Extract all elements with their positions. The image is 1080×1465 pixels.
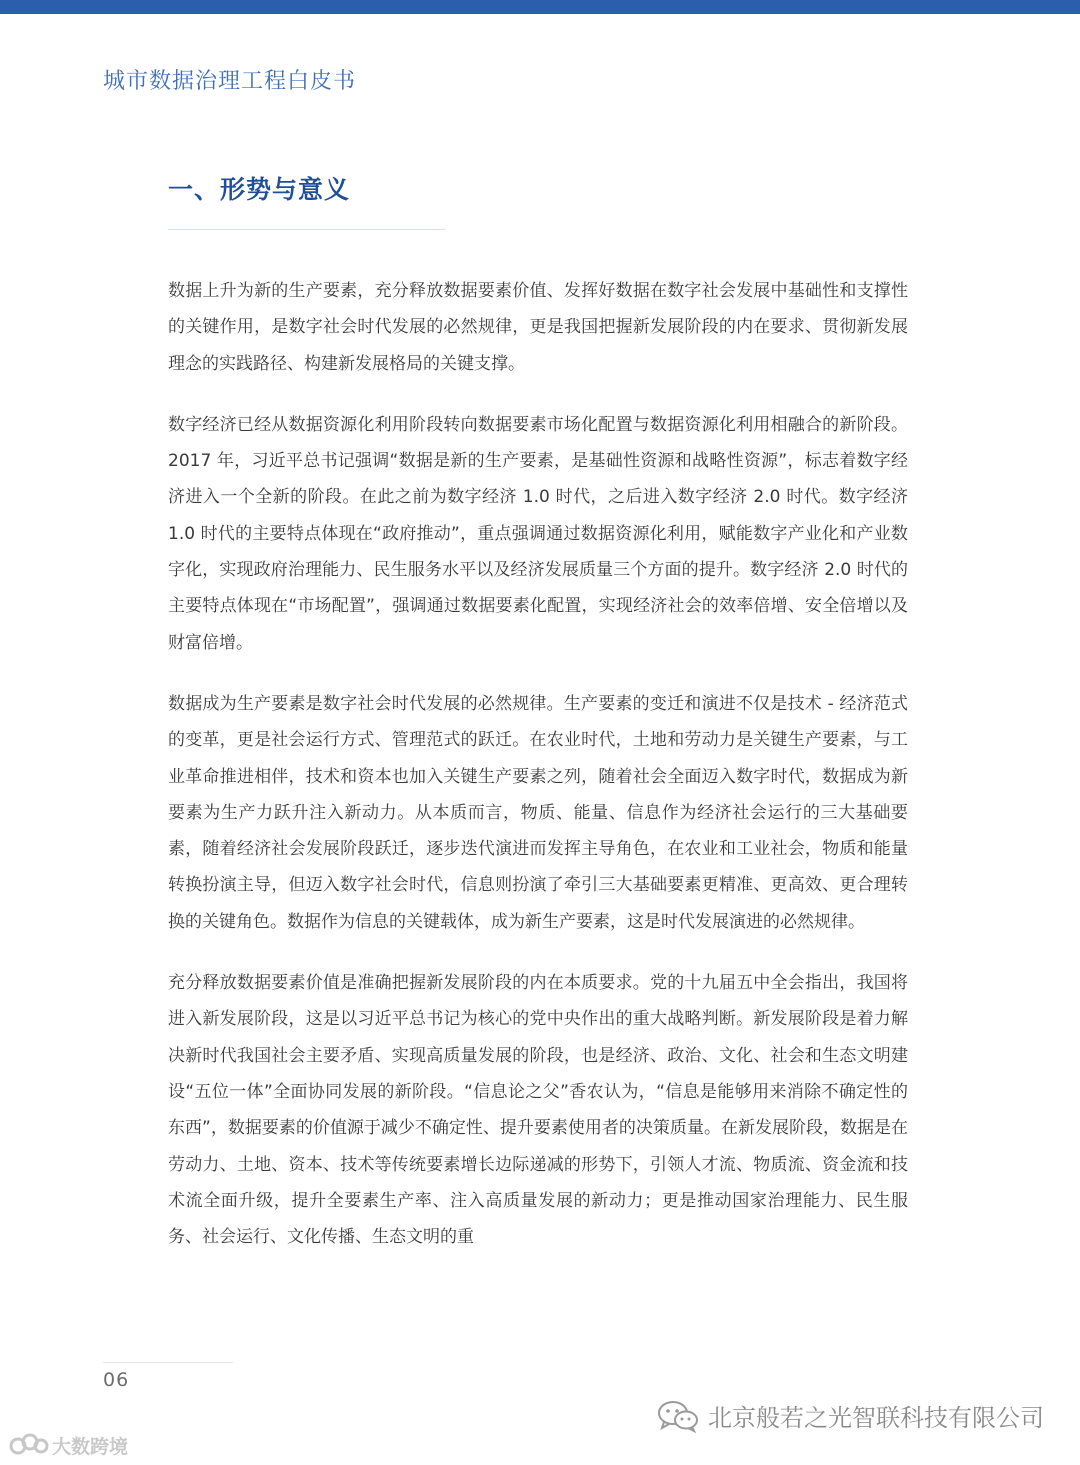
watermark-logo-icon [8, 1430, 50, 1460]
footer-divider [103, 1362, 233, 1363]
body-text [168, 273, 908, 1280]
wechat-icon [656, 1399, 700, 1433]
watermark-text: 大数跨境 [52, 1435, 129, 1458]
paragraph: 数据成为生产要素是数字社会时代发展的必然规律。生产要素的变迁和演进不仅是技术 - 经济范式的变革，更是社会运行方式、管理范式的跃迁。在农业时代，土地和劳动力是关键生产要素，与工业革命推进相伴，技术和资本也加入关键生产要素之列，随着社会全面迈入数字时代，数据成为新要素为生产力跃升注入新动力。从本质而言，物质、能量、信息作为经济社会运行的三大基础要素，随着经济社会发展阶段跃迁，逐步迭代演进而发挥主导角色，在农业和工业社会，物质和能量转换扮演主导，但迈入数字社会时代，信息则扮演了牵引三大基础要素更精准、更高效、更合理转换的关键角色。数据作为信息的关键载体，成为新生产要素，这是时代发展演进的必然规律。 [168, 693, 908, 932]
top-accent-bar [0, 0, 1080, 14]
paragraph: 数字经济已经从数据资源化利用阶段转向数据要素市场化配置与数据资源化利用相融合的新阶段。2017 年，习近平总书记强调“数据是新的生产要素，是基础性资源和战略性资源”，标志着数字经济进入一个全新的阶段。在此之前为数字经济 1.0 时代，之后进入数字经济 2.0 时代。数字经济 1.0 时代的主要特点体现在“政府推动”，重点强调通过数据资源化利用，赋能数字产业化和产业数字化，实现政府治理能力、民生服务水平以及经济发展质量三个方面的提升。数字经济 2.0 时代的主要特点体现在“市场配置”，强调通过数据要素化配置，实现经济社会的效率倍增、安全倍增以及财富倍增。 [168, 414, 908, 653]
watermark [8, 1430, 128, 1460]
title-divider [168, 229, 445, 230]
running-header: 城市数据治理工程白皮书 [103, 69, 357, 94]
wechat-account-name: 北京般若之光智联科技有限公司 [708, 1404, 1044, 1432]
paragraph: 充分释放数据要素价值是准确把握新发展阶段的内在本质要求。党的十九届五中全会指出，我国将进入新发展阶段，这是以习近平总书记为核心的党中央作出的重大战略判断。新发展阶段是着力解决新时代我国社会主要矛盾、实现高质量发展的阶段，也是经济、政治、文化、社会和生态文明建设“五位一体”全面协同发展的新阶段。“信息论之父”香农认为，“信息是能够用来消除不确定性的东西”，数据要素的价值源于减少不确定性、提升要素使用者的决策质量。在新发展阶段，数据是在劳动力、土地、资本、技术等传统要素增长边际递减的形势下，引领人才流、物质流、资金流和技术流全面升级，提升全要素生产率、注入高质量发展的新动力；更是推动国家治理能力、民生服务、社会运行、文化传播、生态文明的重 [168, 973, 908, 1248]
page-number: 06 [103, 1369, 130, 1391]
section-title: 一、形势与意义 [168, 175, 351, 204]
wechat-credit [656, 1398, 1044, 1433]
paragraph: 数据上升为新的生产要素，充分释放数据要素价值、发挥好数据在数字社会发展中基础性和支撑性的关键作用，是数字社会时代发展的必然规律，更是我国把握新发展阶段的内在要求、贯彻新发展理念的实践路径、构建新发展格局的关键支撑。 [168, 281, 908, 374]
